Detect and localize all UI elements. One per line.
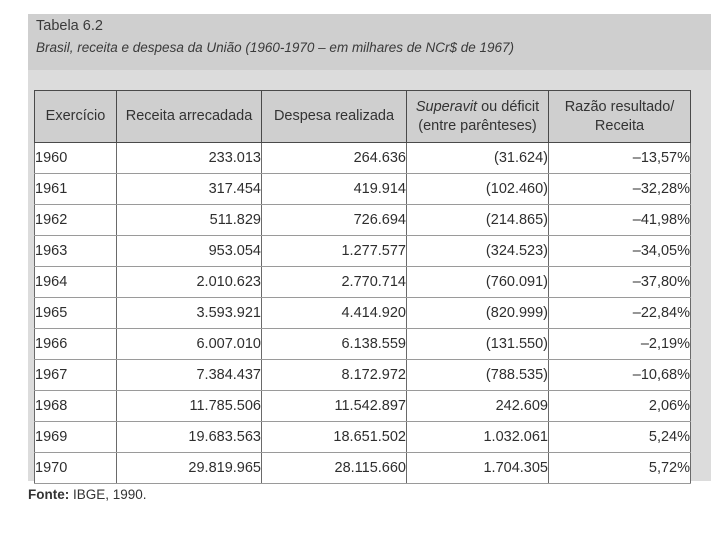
cell-receita: 19.683.563 <box>117 422 262 453</box>
table-row <box>35 329 691 360</box>
table-row <box>35 360 691 391</box>
cell-razao: –32,28% <box>549 174 691 205</box>
cell-resultado: 242.609 <box>407 391 549 422</box>
cell-despesa: 726.694 <box>262 205 407 236</box>
revenue-expense-table <box>34 90 691 484</box>
cell-razao: 5,72% <box>549 453 691 484</box>
cell-razao: 5,24% <box>549 422 691 453</box>
cell-resultado: 1.032.061 <box>407 422 549 453</box>
table-row <box>35 236 691 267</box>
cell-receita: 7.384.437 <box>117 360 262 391</box>
cell-resultado: (102.460) <box>407 174 549 205</box>
header-despesa: Despesa realizada <box>262 91 407 143</box>
cell-despesa: 18.651.502 <box>262 422 407 453</box>
cell-despesa: 6.138.559 <box>262 329 407 360</box>
cell-razao: –41,98% <box>549 205 691 236</box>
cell-exercicio: 1962 <box>35 205 117 236</box>
cell-receita: 953.054 <box>117 236 262 267</box>
cell-receita: 233.013 <box>117 143 262 174</box>
cell-resultado: (214.865) <box>407 205 549 236</box>
cell-despesa: 1.277.577 <box>262 236 407 267</box>
cell-resultado: (820.999) <box>407 298 549 329</box>
cell-despesa: 2.770.714 <box>262 267 407 298</box>
source-note <box>28 487 147 502</box>
table-body <box>35 143 691 484</box>
cell-razao: 2,06% <box>549 391 691 422</box>
cell-razao: –10,68% <box>549 360 691 391</box>
cell-exercicio: 1961 <box>35 174 117 205</box>
header-superavit <box>407 91 549 143</box>
cell-resultado: 1.704.305 <box>407 453 549 484</box>
cell-exercicio: 1966 <box>35 329 117 360</box>
cell-razao: –37,80% <box>549 267 691 298</box>
cell-exercicio: 1964 <box>35 267 117 298</box>
cell-razao: –34,05% <box>549 236 691 267</box>
table-caption <box>28 14 711 70</box>
table-row <box>35 174 691 205</box>
cell-exercicio: 1965 <box>35 298 117 329</box>
cell-resultado: (324.523) <box>407 236 549 267</box>
cell-exercicio: 1970 <box>35 453 117 484</box>
header-exercicio: Exercício <box>35 91 117 143</box>
cell-razao: –22,84% <box>549 298 691 329</box>
source-text: IBGE, 1990. <box>69 487 147 502</box>
cell-exercicio: 1960 <box>35 143 117 174</box>
cell-receita: 6.007.010 <box>117 329 262 360</box>
cell-exercicio: 1963 <box>35 236 117 267</box>
cell-despesa: 264.636 <box>262 143 407 174</box>
cell-despesa: 11.542.897 <box>262 391 407 422</box>
header-razao-line2: Receita <box>594 117 645 134</box>
cell-despesa: 4.414.920 <box>262 298 407 329</box>
cell-razao: –2,19% <box>549 329 691 360</box>
cell-despesa: 419.914 <box>262 174 407 205</box>
cell-resultado: (31.624) <box>407 143 549 174</box>
table-row <box>35 143 691 174</box>
cell-receita: 511.829 <box>117 205 262 236</box>
cell-razao: –13,57% <box>549 143 691 174</box>
header-receita: Receita arrecadada <box>117 91 262 143</box>
cell-receita: 11.785.506 <box>117 391 262 422</box>
cell-receita: 317.454 <box>117 174 262 205</box>
header-superavit-line2: (entre parênteses) <box>418 117 537 134</box>
cell-resultado: (131.550) <box>407 329 549 360</box>
cell-receita: 3.593.921 <box>117 298 262 329</box>
cell-exercicio: 1968 <box>35 391 117 422</box>
header-razao-line1: Razão resultado/ <box>564 98 675 115</box>
table-row <box>35 267 691 298</box>
table-row <box>35 391 691 422</box>
cell-exercicio: 1969 <box>35 422 117 453</box>
table-row <box>35 453 691 484</box>
table-row <box>35 422 691 453</box>
table-number: Tabela 6.2 <box>36 18 103 34</box>
table-row <box>35 298 691 329</box>
cell-receita: 2.010.623 <box>117 267 262 298</box>
cell-exercicio: 1967 <box>35 360 117 391</box>
cell-despesa: 28.115.660 <box>262 453 407 484</box>
source-label: Fonte: <box>28 487 70 502</box>
cell-despesa: 8.172.972 <box>262 360 407 391</box>
cell-receita: 29.819.965 <box>117 453 262 484</box>
cell-resultado: (760.091) <box>407 267 549 298</box>
header-superavit-rest: ou déficit <box>477 98 540 115</box>
header-superavit-italic: Superavit <box>415 98 478 115</box>
table-subtitle: Brasil, receita e despesa da União (1960-1970 – em milhares de NCr$ de 1967) <box>36 40 515 55</box>
table-header-row <box>35 91 691 143</box>
cell-resultado: (788.535) <box>407 360 549 391</box>
table-row <box>35 205 691 236</box>
header-razao <box>549 91 691 143</box>
